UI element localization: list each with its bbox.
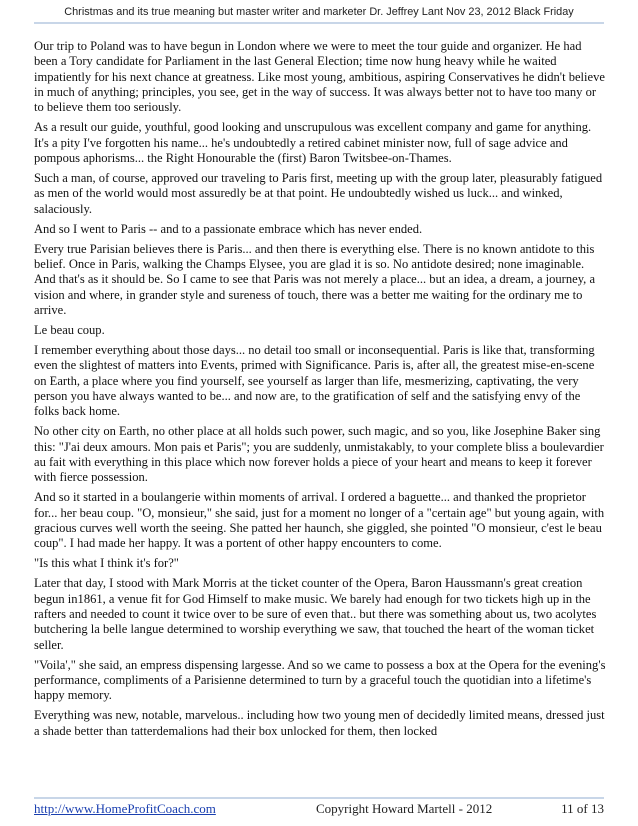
paragraph: Everything was new, notable, marvelous.. including how two young men of decidedly limited means, dressed just a shade better than tatterdemalions had their box unlocked for them, then locked — [34, 708, 605, 738]
running-header: Christmas and its true meaning but master writer and marketer Dr. Jeffrey Lant Nov 23, 2012 Black Friday — [64, 6, 574, 18]
page-footer — [34, 801, 604, 819]
paragraph: No other city on Earth, no other place at all holds such power, such magic, and so you, like Josephine Baker sing this: "J'ai deux amours. Mon pais et Paris"; you are suddenly, unmistakably, to your complete bliss a boulevardier au fait with everything in this place which now forever holds a piece of your heart and means to keep it forever with fierce possession. — [34, 424, 604, 485]
paragraph: "Is this what I think it's for?" — [34, 556, 179, 571]
header-divider — [34, 22, 604, 24]
paragraph: Such a man, of course, approved our traveling to Paris first, meeting up with the group later, pleasurably fatigued as men of the world would most assuredly be at that point. He undoubtedly wished us luck... and winked, salaciously. — [34, 170, 603, 216]
paragraph: And so I went to Paris -- and to a passionate embrace which has never ended. — [34, 221, 423, 236]
page-number: 11 of 13 — [561, 801, 604, 816]
article-body — [34, 39, 606, 744]
paragraph: I remember everything about those days... no detail too small or inconsequential. Paris is like that, transforming even the slightest of matters into Events, primed with Significance. Paris is, after all, the greatest mise-en-scene on Earth, a place where you find yourself, see yourself as larger than life, mesmerizing, captivating, the very person you have always wanted to be... and now are, to the gratification of self and the satisfying envy of the folks back home. — [34, 343, 595, 419]
paragraph: Our trip to Poland was to have begun in London where we were to meet the tour guide and organizer. He had been a Tory candidate for Parliament in the last General Election; time now hung heavy while he waited impatiently for his next chance at greatness. Like most young, ambitious, aspiring Conservatives he didn't believe in much of anything; principles, you see, get in the way of success. It was always better not to have too many or to believe them too seriously. — [34, 39, 605, 115]
paragraph: Le beau coup. — [34, 323, 105, 338]
paragraph: Later that day, I stood with Mark Morris at the ticket counter of the Opera, Baron Haussmann's great creation begun in1861, a venue fit for God Himself to make music. We barely had enough for two tickets high up in the rafters and needed to count it twice over to be sure of even that.. but there was something about us, two acolytes butchering la belle langue determined to worship everything we saw, that touched the heart of the woman ticket seller. — [34, 576, 597, 652]
paragraph: And so it started in a boulangerie within moments of arrival. I ordered a baguette... and thanked the proprietor for... her beau coup. "O, monsieur," she said, just for a moment no longer of a "certain age" but young again, with gracious curves well worth the seeing. She patted her haunch, she giggled, she pointed "O monsieur, c'est le beau coup". I had made her happy. It was a portent of other happy encounters to come. — [34, 490, 605, 551]
copyright-notice: Copyright Howard Martell - 2012 — [316, 801, 493, 816]
paragraph: "Voila'," she said, an empress dispensing largesse. And so we came to possess a box at the Opera for the evening's performance, compliments of a Parisienne determined to turn by a graceful touch the quotidian into a lifetime's happy memory. — [34, 657, 606, 703]
paragraph: Every true Parisian believes there is Paris... and then there is everything else. There is no known antidote to this belief. Once in Paris, walking the Champs Elysee, you are glad it is so. No antidote desired; none imaginable. And that's as it should be. So I came to see that Paris was not merely a place... but an idea, a dream, a journey, a vision and where, in grander style and sureness of touch, there was a better me waiting for the ordinary me to arrive. — [34, 241, 596, 317]
paragraph: As a result our guide, youthful, good looking and unscrupulous was excellent company and game for anything. It's a pity I've forgotten his name... he's undoubtedly a retired cabinet minister now, full of sage advice and pompous aphorisms... the Right Honourable the (first) Baron Twitsbee-on-Thames. — [34, 120, 592, 165]
footer-divider — [34, 797, 604, 799]
website-link[interactable]: http://www.HomeProfitCoach.com — [34, 801, 216, 816]
